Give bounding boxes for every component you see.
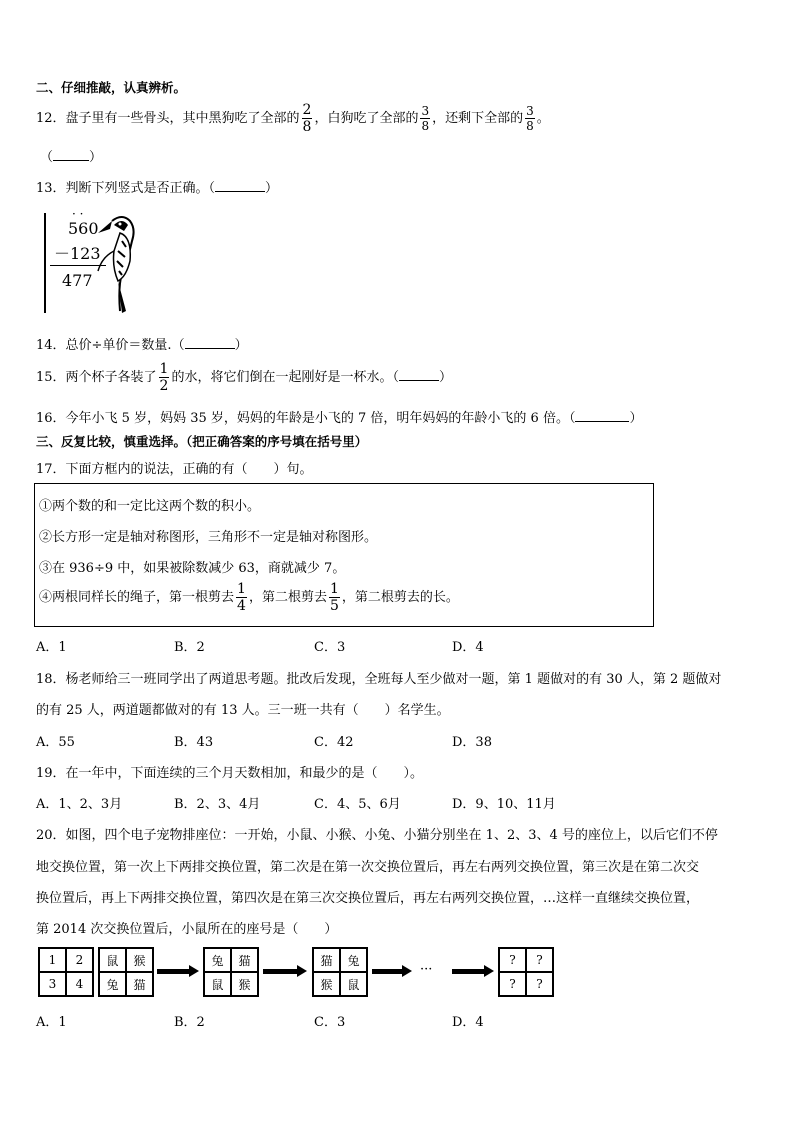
pets-grid-step-1: 兔 猫 鼠 猴 bbox=[203, 947, 259, 997]
q18-option-a[interactable]: A．55 bbox=[36, 735, 75, 750]
pets-grid-unknown: ? ? ? ? bbox=[498, 947, 554, 997]
section-three-heading: 三、反复比较，慎重选择。（把正确答案的序号填在括号里） bbox=[36, 434, 368, 449]
question-19-stem: 19．在一年中，下面连续的三个月天数相加，和最少的是（ ）。 bbox=[36, 766, 424, 781]
q19-option-c[interactable]: C．4、5、6月 bbox=[314, 797, 401, 812]
difference: 477 bbox=[62, 271, 93, 290]
statement-1: ①两个数的和一定比这两个数的积小。 bbox=[39, 499, 261, 514]
question-20-line-1: 20．如图，四个电子宠物排座位：一开始，小鼠、小猴、小兔、小猫分别坐在 1、2、3、4 号的座位上，以后它们不停 bbox=[36, 828, 718, 843]
q17-option-b[interactable]: B．2 bbox=[174, 640, 205, 655]
seat-1: 1 bbox=[39, 948, 66, 972]
q14-answer-blank[interactable] bbox=[185, 336, 235, 349]
question-20-line-3: 换位置后，再上下两排交换位置，第四次是在第三次交换位置后，再左右两列交换位置，…这样一直继续交换位置， bbox=[36, 891, 700, 906]
question-12: 12．盘子里有一些骨头，其中黑狗吃了全部的 $\frac{2}{8}$ ，白狗吃了全部的 $\frac{3}{8}$ ，还剩下全部的 $\frac{3}{8}$ 。 bbox=[36, 102, 550, 135]
fraction-1-2: $\frac{1}{2}$ bbox=[159, 361, 169, 394]
carry-dots: · · bbox=[72, 207, 84, 221]
q12-text-a: 12．盘子里有一些骨头，其中黑狗吃了全部的 bbox=[36, 111, 300, 126]
minuend: 560 bbox=[68, 219, 99, 238]
ellipsis: ··· bbox=[420, 962, 433, 977]
arrow-right-icon bbox=[263, 967, 307, 975]
statement-4: ④两根同样长的绳子，第一根剪去 $\frac{1}{4}$ ，第二根剪去 $\frac{1}{5}$ ，第二根剪去的长。 bbox=[39, 581, 459, 614]
q15-answer-blank[interactable] bbox=[399, 368, 439, 381]
q19-option-b[interactable]: B．2、3、4月 bbox=[174, 797, 261, 812]
question-17-stem: 17．下面方框内的说法，正确的有（ ）句。 bbox=[36, 462, 313, 477]
question-18-line-1: 18．杨老师给三一班同学出了两道思考题。批改后发现，全班每人至少做对一题，第 1 题做对的有 30 人，第 2 题做对 bbox=[36, 672, 722, 687]
seat-2: 2 bbox=[66, 948, 93, 972]
arrow-right-icon bbox=[452, 967, 494, 975]
q13-answer-blank[interactable] bbox=[215, 179, 265, 192]
fraction-3-8-a: $\frac{3}{8}$ bbox=[421, 104, 430, 133]
question-20-line-2: 地交换位置，第一次上下两排交换位置，第二次是在第一次交换位置后，再左右两列交换位置，第三次是在第二次交 bbox=[36, 860, 700, 875]
fraction-1-4: $\frac{1}{4}$ bbox=[237, 581, 246, 614]
q20-option-a[interactable]: A．1 bbox=[36, 1015, 67, 1030]
statement-2: ②长方形一定是轴对称图形，三角形不一定是轴对称图形。 bbox=[39, 530, 378, 545]
statement-3: ③在 936÷9 中，如果被除数减少 63，商就减少 7。 bbox=[39, 561, 346, 576]
q12-text-b: ，白狗吃了全部的 bbox=[314, 111, 419, 126]
q16-answer-blank[interactable] bbox=[575, 409, 629, 422]
q18-option-c[interactable]: C．42 bbox=[314, 735, 354, 750]
woodpecker-icon bbox=[92, 211, 142, 315]
q17-option-c[interactable]: C．3 bbox=[314, 640, 346, 655]
q20-option-d[interactable]: D．4 bbox=[452, 1015, 484, 1030]
q12-text-c: ，还剩下全部的 bbox=[432, 111, 524, 126]
q19-option-a[interactable]: A．1、2、3月 bbox=[36, 797, 123, 812]
seat-4: 4 bbox=[66, 972, 93, 996]
question-15: 15．两个杯子各装了 $\frac{1}{2}$ 的水，将它们倒在一起刚好是一杯水。（ ） bbox=[36, 361, 452, 394]
fraction-1-5: $\frac{1}{5}$ bbox=[329, 581, 339, 614]
q17-statement-box bbox=[34, 483, 654, 627]
q17-option-a[interactable]: A．1 bbox=[36, 640, 67, 655]
calc-left-bar bbox=[44, 213, 46, 313]
pets-grid-step-2: 猫 兔 猴 鼠 bbox=[312, 947, 368, 997]
seat-number-grid bbox=[38, 947, 94, 997]
vertical-subtraction bbox=[42, 207, 142, 315]
question-13: 13．判断下列竖式是否正确。（ ） bbox=[36, 181, 279, 196]
pets-grid-initial: 鼠 猴 兔 猫 bbox=[98, 947, 154, 997]
q17-option-d[interactable]: D．4 bbox=[452, 640, 484, 655]
subtrahend: －123 bbox=[54, 244, 101, 263]
fraction-2-8: $\frac{2}{8}$ bbox=[302, 102, 312, 135]
q20-option-c[interactable]: C．3 bbox=[314, 1015, 346, 1030]
q20-option-b[interactable]: B．2 bbox=[174, 1015, 205, 1030]
question-20-line-4: 第 2014 次交换位置后，小鼠所在的座号是（ ） bbox=[36, 922, 338, 937]
question-14: 14．总价÷单价＝数量.（ ） bbox=[36, 338, 248, 353]
question-18-line-2: 的有 25 人，两道题都做对的有 13 人。三一班一共有（ ）名学生。 bbox=[36, 703, 450, 718]
section-two-heading: 二、仔细推敲，认真辨析。 bbox=[36, 80, 187, 95]
arrow-right-icon bbox=[157, 967, 199, 975]
q18-option-d[interactable]: D．38 bbox=[452, 735, 492, 750]
seat-3: 3 bbox=[39, 972, 66, 996]
q18-option-b[interactable]: B．43 bbox=[174, 735, 214, 750]
q19-option-d[interactable]: D．9、10、11月 bbox=[452, 797, 556, 812]
fraction-3-8-b: $\frac{3}{8}$ bbox=[526, 104, 534, 133]
q12-answer-blank[interactable]: （ ） bbox=[40, 150, 103, 165]
arrow-right-icon bbox=[372, 967, 412, 975]
question-16: 16．今年小飞 5 岁，妈妈 35 岁，妈妈的年龄是小飞的 7 倍，明年妈妈的年龄小飞的 6 倍。（ ） bbox=[36, 411, 643, 426]
